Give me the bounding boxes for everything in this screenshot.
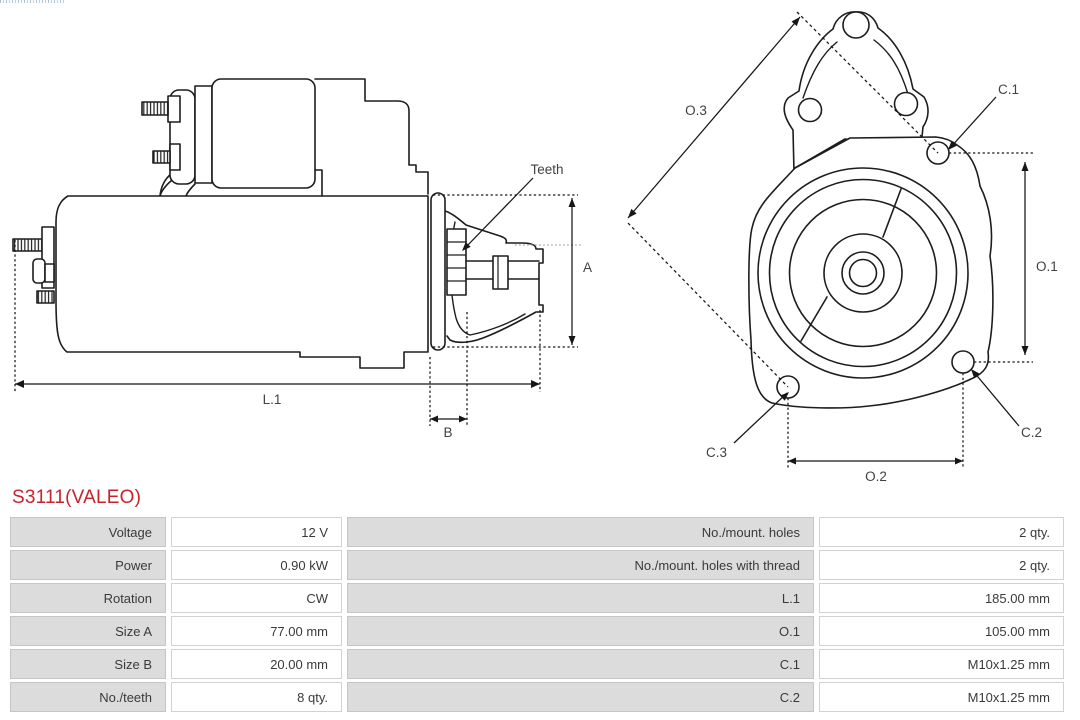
terminal-stud-thread xyxy=(37,291,54,303)
spec-value-cell-row5: 20.00 mm xyxy=(171,649,342,679)
spec-label-cell-row6: No./teeth xyxy=(10,682,166,712)
solenoid-stud-thread xyxy=(153,151,170,163)
spec-label-cell-row4: O.1 xyxy=(347,616,814,646)
spec-label-cell-row3: L.1 xyxy=(347,583,814,613)
spec-value-cell-row4: 77.00 mm xyxy=(171,616,342,646)
dim-c2-label: C.2 xyxy=(1021,425,1043,440)
spec-label-cell-row3: Rotation xyxy=(10,583,166,613)
spec-label-cell-row5: C.1 xyxy=(347,649,814,679)
side-view xyxy=(13,79,543,368)
dim-o1-label: O.1 xyxy=(1036,259,1058,274)
dim-l1-label: L.1 xyxy=(262,392,282,407)
spec-value-cell-row5: M10x1.25 mm xyxy=(819,649,1064,679)
spec-value-cell-row1: 12 V xyxy=(171,517,342,547)
spec-value-cell-row3: CW xyxy=(171,583,342,613)
spec-value-cell-row4: 105.00 mm xyxy=(819,616,1064,646)
spec-value-cell-row2: 0.90 kW xyxy=(171,550,342,580)
solenoid-body xyxy=(212,79,315,188)
dim-b-label: B xyxy=(443,425,453,440)
mount-hole-c2 xyxy=(952,351,974,373)
specs-table xyxy=(10,517,1064,712)
dim-c1-label: C.1 xyxy=(998,82,1020,97)
spec-label-cell-row6: C.2 xyxy=(347,682,814,712)
spec-value-cell-row6: M10x1.25 mm xyxy=(819,682,1064,712)
spec-label-cell-row2: No./mount. holes with thread xyxy=(347,550,814,580)
dim-o2-label: O.2 xyxy=(865,469,887,484)
spec-value-cell-row6: 8 qty. xyxy=(171,682,342,712)
pinion-gear xyxy=(447,229,466,295)
spec-value-cell-row2: 2 qty. xyxy=(819,550,1064,580)
spec-label-cell-row1: No./mount. holes xyxy=(347,517,814,547)
gear-housing-hole xyxy=(895,93,918,116)
solenoid-stud-thread xyxy=(142,102,168,115)
dim-a-label: A xyxy=(583,260,593,275)
dim-c3-label: C.3 xyxy=(706,445,728,460)
spec-label-cell-row2: Power xyxy=(10,550,166,580)
spec-label-cell-row1: Voltage xyxy=(10,517,166,547)
teeth-label: Teeth xyxy=(530,162,564,177)
spec-label-cell-row4: Size A xyxy=(10,616,166,646)
dim-o3-label: O.3 xyxy=(685,103,707,118)
gear-housing-hole xyxy=(843,12,869,38)
part-number-title: S3111(VALEO) xyxy=(12,487,142,508)
spec-label-cell-row5: Size B xyxy=(10,649,166,679)
terminal-stud-thread xyxy=(13,239,42,251)
spec-value-cell-row1: 2 qty. xyxy=(819,517,1064,547)
gear-housing-hole xyxy=(799,99,822,122)
spec-value-cell-row3: 185.00 mm xyxy=(819,583,1064,613)
front-view xyxy=(749,12,993,408)
